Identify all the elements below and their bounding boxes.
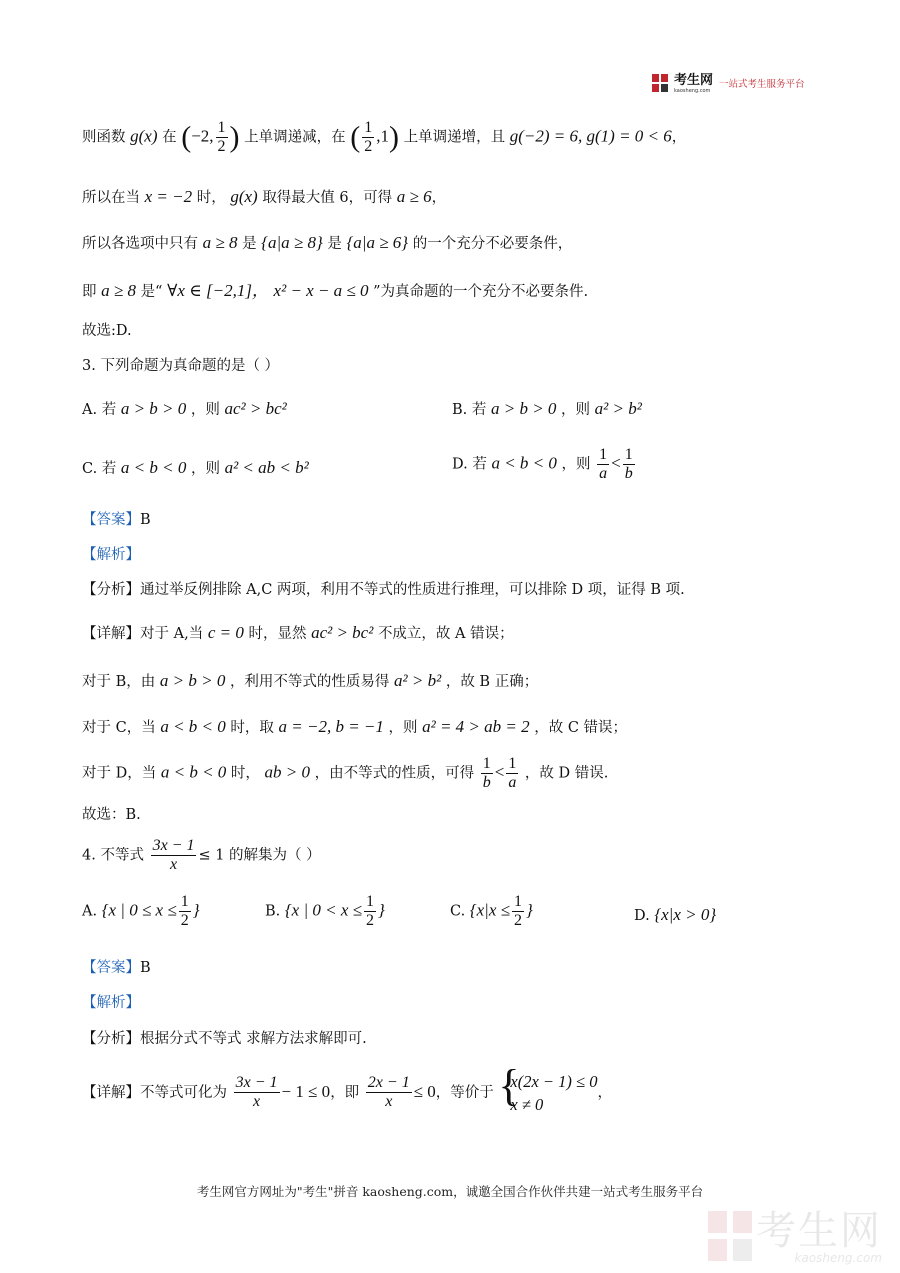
math: ∀x ∈ [−2,1]， xyxy=(167,281,269,300)
math: a ≥ 8 xyxy=(202,233,238,252)
math: < xyxy=(494,762,505,782)
frac-den: 2 xyxy=(364,137,373,155)
fraction xyxy=(623,447,635,482)
text: ， xyxy=(431,190,447,206)
text: 上单调递减，在 xyxy=(244,129,346,146)
math: } xyxy=(525,900,533,920)
q3-fenxi xyxy=(82,583,685,598)
math: x = −2 xyxy=(144,187,193,206)
equation-system xyxy=(498,1061,598,1116)
q4-option-c xyxy=(450,894,533,929)
frac-den: a xyxy=(508,773,517,791)
math: {x | 0 < x ≤ xyxy=(284,900,362,920)
q4-detail xyxy=(82,1061,612,1116)
text: 则函数 xyxy=(82,129,126,146)
math: a > b > 0 xyxy=(120,399,187,418)
fraction xyxy=(512,894,524,929)
text: ，故 B 正确； xyxy=(445,674,539,690)
q3-option-a xyxy=(82,400,287,418)
math: a < b < 0 xyxy=(491,453,557,473)
math: a < b < 0 xyxy=(160,717,226,736)
q3-detail-a xyxy=(82,624,514,642)
text: 根据分式不等式 求解方法求解即可. xyxy=(140,1031,367,1047)
math: {a|a ≥ 6} xyxy=(346,233,409,252)
frac-den: x xyxy=(385,1093,393,1111)
math: x² − x − a ≤ 0 xyxy=(273,281,369,300)
watermark xyxy=(708,1208,882,1265)
text: 是“ xyxy=(140,284,163,300)
frac-den: b xyxy=(482,773,491,791)
frac-den: x xyxy=(253,1093,261,1111)
fraction xyxy=(151,838,197,873)
math: ab > 0 xyxy=(264,762,310,782)
fraction xyxy=(364,894,376,929)
fraction xyxy=(506,756,518,791)
math: } xyxy=(378,900,385,920)
text: B. xyxy=(265,903,281,920)
math: c = 0 xyxy=(207,623,244,642)
math: a² = 4 > ab = 2 xyxy=(422,717,530,736)
frac-num: 1 xyxy=(482,755,491,772)
text: ， xyxy=(671,129,687,146)
detail-tag: 【详解】 xyxy=(82,1085,140,1102)
paren: ) xyxy=(229,120,240,154)
text: ，则 xyxy=(561,402,591,418)
fraction xyxy=(362,120,374,155)
text: ，即 xyxy=(330,1085,360,1102)
watermark-text: 考生网 xyxy=(756,1208,882,1254)
system-row: x(2x − 1) ≤ 0 xyxy=(510,1072,598,1091)
paren: ) xyxy=(389,120,400,154)
text: 即 xyxy=(82,284,97,300)
text: ≤ 1 的解集为（ ） xyxy=(198,847,321,864)
fraction xyxy=(234,1075,280,1110)
text: ，由不等式的性质，可得 xyxy=(314,765,475,782)
frac-den: 2 xyxy=(180,911,189,929)
q4-analysis-tag: 【解析】 xyxy=(82,995,140,1011)
frac-den: 2 xyxy=(217,137,226,155)
watermark-url: kaosheng.com xyxy=(794,1251,882,1265)
frac-num: 1 xyxy=(180,893,189,910)
math: a < b < 0 xyxy=(160,762,227,782)
text: 4. 不等式 xyxy=(82,847,144,864)
answer-tag: 【答案】 xyxy=(82,512,140,528)
brace: { xyxy=(498,1061,520,1110)
question-4-stem xyxy=(82,838,321,873)
text: 是 xyxy=(242,236,257,252)
frac-num: 1 xyxy=(624,446,633,463)
text: ，则 xyxy=(561,456,591,473)
answer-tag: 【答案】 xyxy=(82,960,140,976)
text: 对于 B，由 xyxy=(82,674,156,690)
text: 对于 D，当 xyxy=(82,765,157,782)
text: A. xyxy=(82,903,98,920)
math: < xyxy=(611,453,621,473)
frac-num: 3x − 1 xyxy=(235,1074,278,1092)
text: 的一个充分不必要条件， xyxy=(412,236,573,252)
text-line-1 xyxy=(82,120,686,155)
math: a² > b² xyxy=(594,399,642,418)
text: 取得最大值 6，可得 xyxy=(262,190,393,206)
text: 时， xyxy=(230,765,260,782)
text: 不等式可化为 xyxy=(140,1085,227,1102)
fenxi-tag: 【分析】 xyxy=(82,582,140,598)
q3-option-c xyxy=(82,459,309,477)
math: ,1 xyxy=(376,126,390,146)
system-row: x ≠ 0 xyxy=(510,1095,544,1115)
q4-option-a xyxy=(82,894,200,929)
q3-detail-d xyxy=(82,756,608,791)
header-slogan: 一站式考生服务平台 xyxy=(719,79,805,90)
header-logo xyxy=(652,72,805,94)
fraction xyxy=(481,756,493,791)
text: C. 若 xyxy=(82,461,117,477)
math: − 1 ≤ 0 xyxy=(281,1082,331,1102)
text-line-5: 故选:D. xyxy=(82,323,132,339)
header-brand-url: kaosheng.com xyxy=(674,88,711,94)
detail-tag: 【详解】 xyxy=(82,626,140,642)
q4-answer xyxy=(82,961,151,976)
fraction xyxy=(597,447,609,482)
page-footer: 考生网官方网址为"考生"拼音 kaosheng.com，诚邀全国合作伙伴共建一站式考生服务平台 xyxy=(196,1184,704,1199)
frac-num: 1 xyxy=(513,893,522,910)
text: 时，显然 xyxy=(248,626,307,642)
text: D. 若 xyxy=(452,456,487,473)
text: ，利用不等式的性质易得 xyxy=(229,674,390,690)
math: a ≥ 6 xyxy=(396,187,432,206)
frac-num: 1 xyxy=(217,119,226,136)
frac-num: 3x − 1 xyxy=(152,837,195,854)
math: g(x) xyxy=(230,187,258,206)
text: 是 xyxy=(327,236,342,252)
text: C. xyxy=(450,903,466,920)
header-brand: 考生网 xyxy=(674,73,714,88)
math: {x | 0 ≤ x ≤ xyxy=(101,900,177,920)
math: a² < ab < b² xyxy=(224,458,309,477)
frac-den: x xyxy=(169,855,178,873)
math: g(−2) = 6, g(1) = 0 < 6 xyxy=(509,126,672,146)
text: ，等价于 xyxy=(435,1085,494,1102)
frac-num: 1 xyxy=(508,755,517,772)
math: {x|x > 0} xyxy=(654,905,717,924)
text: ，则 xyxy=(388,720,418,736)
fenxi-tag: 【分析】 xyxy=(82,1031,140,1047)
fraction xyxy=(179,894,191,929)
q3-detail-c xyxy=(82,718,627,736)
text: ， xyxy=(597,1085,612,1102)
text-line-4 xyxy=(82,282,588,300)
text: B. 若 xyxy=(452,402,487,418)
text: A. 若 xyxy=(82,402,117,418)
math: ac² > bc² xyxy=(311,623,374,642)
frac-den: 2 xyxy=(366,911,374,929)
text: 上单调递增，且 xyxy=(403,129,506,146)
text: ，故 D 错误. xyxy=(524,765,609,782)
text: ”为真命题的一个充分不必要条件. xyxy=(373,284,589,300)
paren: ( xyxy=(350,120,361,154)
math: {a|a ≥ 8} xyxy=(261,233,323,252)
answer-value: B xyxy=(140,960,151,976)
math: ≤ 0 xyxy=(413,1082,436,1102)
frac-num: 1 xyxy=(364,119,373,136)
text: 对于 A,当 xyxy=(140,626,204,642)
text: D. xyxy=(634,908,650,924)
frac-den: a xyxy=(599,464,608,482)
fraction xyxy=(366,1075,412,1110)
watermark-logo-icon xyxy=(708,1211,752,1265)
math: a < b < 0 xyxy=(120,458,187,477)
frac-den: b xyxy=(624,464,633,482)
q3-analysis-tag: 【解析】 xyxy=(82,547,140,563)
paren: ( xyxy=(181,120,192,154)
frac-num: 1 xyxy=(599,446,608,463)
text-line-3 xyxy=(82,234,572,252)
text-line-2 xyxy=(82,188,446,206)
text: 所以在当 xyxy=(82,190,140,206)
frac-num: 2x − 1 xyxy=(367,1074,410,1092)
text: 时，取 xyxy=(230,720,274,736)
q3-option-b xyxy=(452,400,642,418)
text: ，则 xyxy=(190,461,220,477)
q4-fenxi xyxy=(82,1032,367,1047)
q4-option-d xyxy=(634,906,716,924)
frac-num: 1 xyxy=(366,893,374,910)
question-3-stem: 3. 下列命题为真命题的是（ ） xyxy=(82,358,280,374)
math: a = −2, b = −1 xyxy=(278,717,384,736)
math: a > b > 0 xyxy=(490,399,557,418)
text: 通过举反例排除 A,C 两项，利用不等式的性质进行推理，可以排除 D 项，证得 B 项. xyxy=(140,582,685,598)
math: a² > b² xyxy=(394,671,442,690)
text: 不成立，故 A 错误； xyxy=(377,626,514,642)
text: ，故 C 错误； xyxy=(534,720,628,736)
math: g(x) xyxy=(130,126,158,146)
math: a > b > 0 xyxy=(159,671,226,690)
text: 所以各选项中只有 xyxy=(82,236,198,252)
q3-choose: 故选：B. xyxy=(82,807,141,823)
math: } xyxy=(192,900,200,920)
text: ，则 xyxy=(190,402,220,418)
q3-answer xyxy=(82,513,151,528)
text: 在 xyxy=(162,129,177,146)
q3-option-d xyxy=(452,447,637,482)
q3-detail-b xyxy=(82,672,538,690)
answer-value: B xyxy=(140,512,151,528)
q4-option-b xyxy=(265,894,385,929)
math: ac² > bc² xyxy=(224,399,287,418)
text: 对于 C，当 xyxy=(82,720,156,736)
text: 时， xyxy=(196,190,226,206)
frac-den: 2 xyxy=(513,911,522,929)
math: a ≥ 8 xyxy=(101,281,136,300)
fraction xyxy=(216,120,228,155)
math: {x|x ≤ xyxy=(469,900,510,920)
brand-logo-icon xyxy=(652,74,668,92)
math: −2, xyxy=(191,126,214,146)
